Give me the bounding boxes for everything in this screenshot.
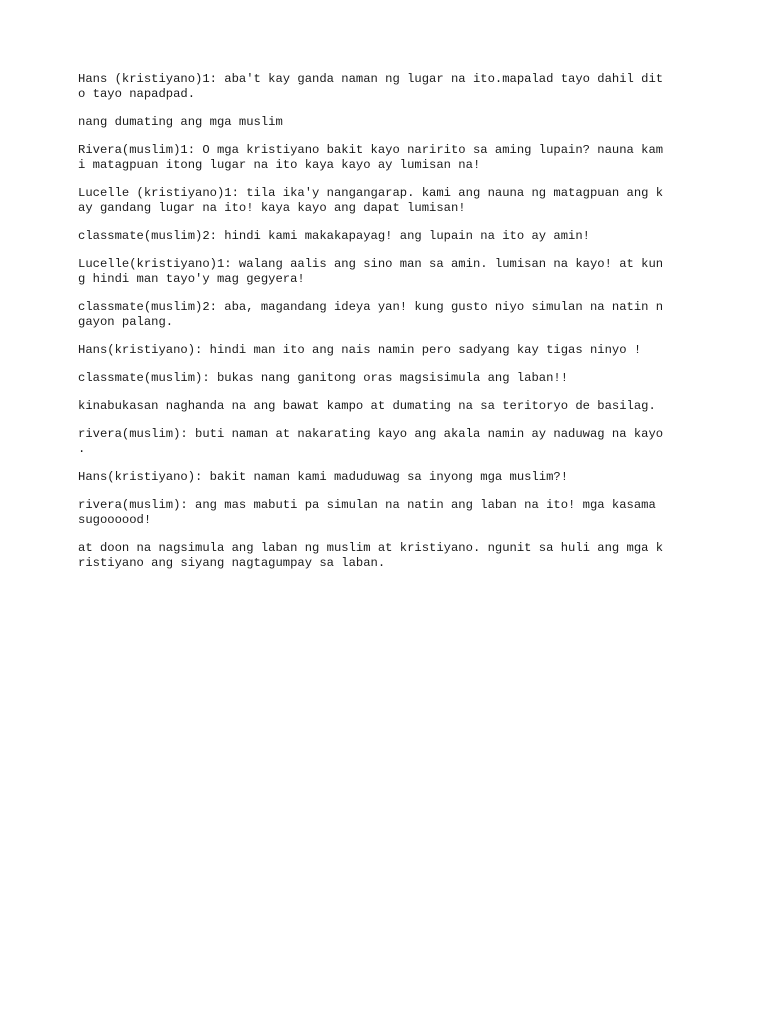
text-line: Rivera(muslim)1: O mga kristiyano bakit kayo naririto sa aming lupain? nauna kam (78, 143, 664, 157)
dialogue-paragraph (78, 470, 698, 485)
text-line: classmate(muslim)2: aba, magandang ideya yan! kung gusto niyo simulan na natin n (78, 300, 664, 314)
dialogue-paragraph (78, 72, 698, 102)
text-line: Hans (kristiyano)1: aba't kay ganda naman ng lugar na ito.mapalad tayo dahil dit (78, 72, 664, 86)
text-line: Lucelle(kristiyano)1: walang aalis ang sino man sa amin. lumisan na kayo! at kun (78, 257, 664, 271)
dialogue-paragraph (78, 257, 698, 287)
dialogue-paragraph (78, 371, 698, 386)
text-line: at doon na nagsimula ang laban ng muslim at kristiyano. ngunit sa huli ang mga k (78, 541, 664, 555)
text-line: g hindi man tayo'y mag gegyera! (78, 272, 305, 286)
dialogue-paragraph (78, 498, 698, 528)
text-line: ay gandang lugar na ito! kaya kayo ang dapat lumisan! (78, 201, 466, 215)
text-line: rivera(muslim): ang mas mabuti pa simulan na natin ang laban na ito! mga kasama (78, 498, 656, 512)
dialogue-paragraph (78, 186, 698, 216)
dialogue-paragraph (78, 399, 698, 414)
dialogue-paragraph (78, 143, 698, 173)
dialogue-paragraph (78, 229, 698, 244)
text-line: classmate(muslim)2: hindi kami makakapayag! ang lupain na ito ay amin! (78, 229, 590, 243)
text-line: i matagpuan itong lugar na ito kaya kayo ay lumisan na! (78, 158, 481, 172)
dialogue-paragraph (78, 541, 698, 571)
text-line: kinabukasan naghanda na ang bawat kampo at dumating na sa teritoryo de basilag. (78, 399, 656, 413)
dialogue-paragraph (78, 427, 698, 457)
dialogue-paragraph (78, 343, 698, 358)
text-line: Hans(kristiyano): bakit naman kami maduduwag sa inyong mga muslim?! (78, 470, 569, 484)
dialogue-paragraph (78, 115, 698, 130)
text-line: classmate(muslim): bukas nang ganitong oras magsisimula ang laban!! (78, 371, 569, 385)
document-body (78, 72, 698, 584)
dialogue-paragraph (78, 300, 698, 330)
text-line: . (78, 442, 86, 456)
text-line: sugoooood! (78, 513, 152, 527)
text-line: Lucelle (kristiyano)1: tila ika'y nangangarap. kami ang nauna ng matagpuan ang k (78, 186, 664, 200)
text-line: ristiyano ang siyang nagtagumpay sa laban. (78, 556, 386, 570)
text-line: gayon palang. (78, 315, 174, 329)
text-line: o tayo napadpad. (78, 87, 196, 101)
text-line: nang dumating ang mga muslim (78, 115, 283, 129)
text-line: rivera(muslim): buti naman at nakarating kayo ang akala namin ay naduwag na kayo (78, 427, 664, 441)
text-line: Hans(kristiyano): hindi man ito ang nais namin pero sadyang kay tigas ninyo ! (78, 343, 642, 357)
